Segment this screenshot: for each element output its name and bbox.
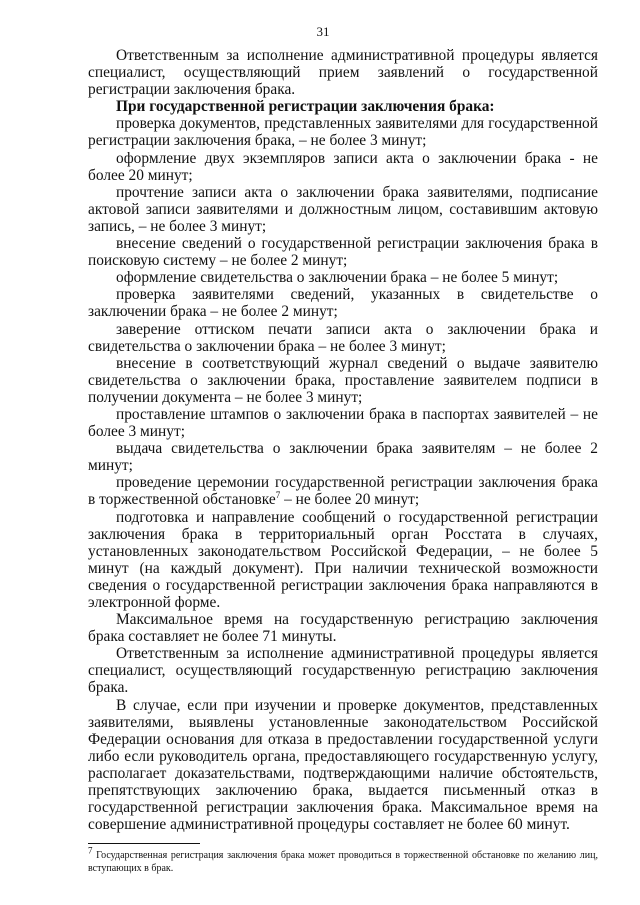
list-item: проставление штампов о заключении брака в паспортах заявителей – не более 3 минут; xyxy=(88,405,598,441)
list-item: внесение сведений о государственной регистрации заключения брака в поисковую систему – не более 2 минут; xyxy=(88,235,598,270)
footnote xyxy=(88,845,598,875)
ceremony-text: проведение церемонии государственной регистрации заключения брака в торжественной обстановке xyxy=(88,474,598,509)
section-heading: При государственной регистрации заключения брака: xyxy=(116,98,495,116)
paragraph: Ответственным за исполнение административной процедуры является специалист, осуществляющий государственную регистрацию заключения брака. xyxy=(88,645,598,697)
list-item: оформление двух экземпляров записи акта о заключении брака - не более 20 минут; xyxy=(88,149,598,184)
list-item xyxy=(88,474,598,508)
page-number: 31 xyxy=(316,24,330,39)
list-item: подготовка и направление сообщений о государственной регистрации заключения брака в территориальный орган Росстата в случаях, установленных законодательством Российской Федерации, – не более 5 минут (на каждый документ). При наличии технической возможности сведения о государственной регистрации заключения брака направляются в электронной форме. xyxy=(88,508,598,611)
footnote-mark: 7 xyxy=(88,845,93,856)
document-body xyxy=(88,47,598,833)
paragraph: Максимальное время на государственную регистрацию заключения брака составляет не более 71 минуты. xyxy=(88,611,598,646)
footnote-text: Государственная регистрация заключения брака может проводиться в торжественной обстановке по желанию лиц, вступающих в брак. xyxy=(88,850,598,874)
list-item: прочтение записи акта о заключении брака заявителями, подписание актовой записи заявителями и должностным лицом, составившим актовую запись, – не более 3 минут; xyxy=(88,183,598,235)
ceremony-time: – не более 20 минут; xyxy=(280,491,420,509)
list-item: проверка документов, представленных заявителями для государственной регистрации заключения брака, – не более 3 минут; xyxy=(88,115,598,150)
paragraph: В случае, если при изучении и проверке документов, представленных заявителями, выявлены установленные законодательством Российской Федерации основания для отказа в предоставлении государственной услуги либо если руководитель органа, предоставляющего государственную услугу, располагает доказательствами, подтверждающими наличие обстоятельств, препятствующих заключению брака, выдается письменный отказ в государственной регистрации заключения брака. Максимальное время на совершение административной процедуры составляет не более 60 минут. xyxy=(88,696,598,834)
list-item: внесение в соответствующий журнал сведений о выдаче заявителю свидетельства о заключении брака, проставление заявителем подписи в получении документа – не более 3 минут; xyxy=(88,354,598,406)
footnote-separator xyxy=(88,843,200,844)
footnote-ref: 7 xyxy=(275,490,281,501)
list-item: проверка заявителями сведений, указанных в свидетельстве о заключении брака – не более 2 минут; xyxy=(88,286,598,321)
list-item: оформление свидетельства о заключении брака – не более 5 минут; xyxy=(116,269,559,287)
list-item: заверение оттиском печати записи акта о заключении брака и свидетельства о заключении брака – не более 3 минут; xyxy=(88,320,598,355)
list-item: выдача свидетельства о заключении брака заявителям – не более 2 минут; xyxy=(88,440,598,475)
paragraph: Ответственным за исполнение административной процедуры является специалист, осуществляющий прием заявлений о государственной регистрации заключения брака. xyxy=(88,47,598,99)
